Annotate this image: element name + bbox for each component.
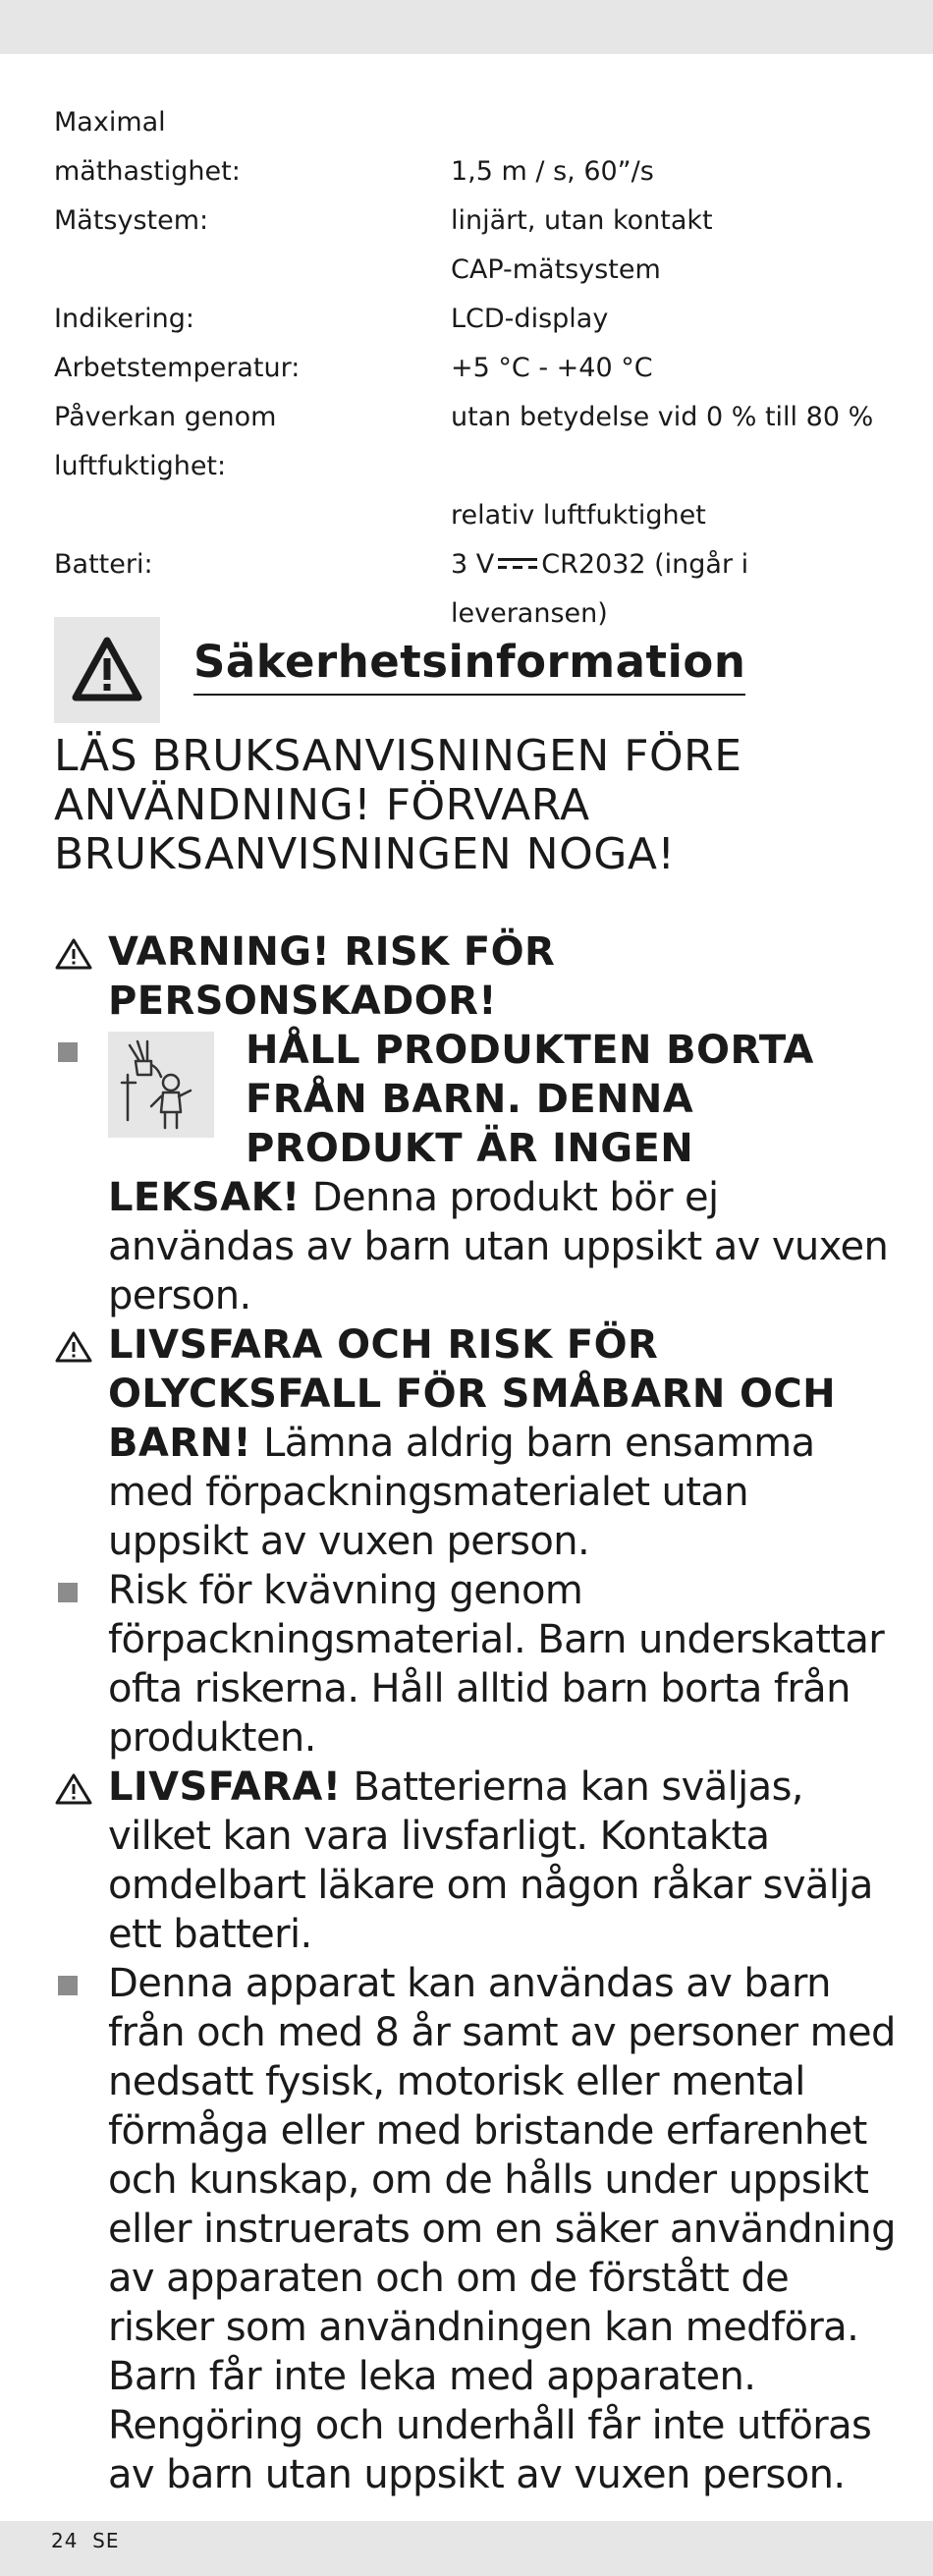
spec-row — [54, 540, 899, 589]
spec-label: Indikering: — [54, 304, 194, 334]
square-bullet-icon — [54, 1959, 98, 2008]
spec-value: leveransen) — [451, 598, 608, 629]
warning-triangle-icon — [54, 617, 160, 723]
spec-row — [54, 196, 899, 246]
battery-voltage: 3 V — [451, 549, 495, 580]
spec-value: LCD-display — [451, 304, 609, 334]
safety-list — [54, 927, 899, 2499]
spec-label: Maximal — [54, 107, 166, 138]
page-footer — [51, 2527, 120, 2554]
spec-label: Påverkan genom luftfuktighet: — [54, 402, 277, 481]
spec-label: mäthastighet: — [54, 156, 241, 187]
list-item — [54, 1026, 899, 1320]
page-number: 24 — [51, 2529, 79, 2552]
top-band — [0, 0, 933, 54]
body-text: Batterierna kan sväljas, vilket kan vara livsfarligt. Kontakta omdelbart läkare om någon råkar svälja ett batteri. — [108, 1764, 873, 1957]
spec-row — [54, 393, 899, 491]
spec-value — [451, 540, 899, 589]
warning-triangle-icon — [54, 927, 98, 977]
spec-value: linjärt, utan kontakt — [451, 205, 713, 236]
keep-away-from-children-icon — [108, 1032, 214, 1138]
square-bullet-icon — [54, 1566, 98, 1615]
spec-value — [451, 98, 899, 147]
warning-triangle-icon — [54, 1763, 98, 1812]
spec-value: utan betydelse vid 0 % till 80 % — [451, 402, 874, 432]
safety-heading — [54, 617, 899, 725]
list-item — [54, 1763, 899, 1959]
warning-text: LIVSFARA! — [108, 1764, 342, 1810]
warning-text: FRÅN BARN. DENNA — [246, 1077, 694, 1122]
technical-specs — [54, 98, 899, 639]
section-title: Säkerhetsinformation — [193, 635, 745, 696]
list-item — [54, 1959, 899, 2499]
warning-text: LEKSAK! — [108, 1175, 301, 1220]
spec-row — [54, 344, 899, 393]
body-text: Denna apparat kan användas av barn från och med 8 år samt av personer med nedsatt fysisk, motorisk eller mental förmåga eller med bristande erfarenhet och kunskap, om de hålls under uppsikt eller instruerats om en säker användning av apparaten och om de förstått de risker som användningen kan medföra. Barn får inte leka med apparaten. Rengöring och underhåll får inte utföras av barn utan uppsikt av vuxen person. — [108, 1961, 896, 2497]
list-item — [54, 1566, 899, 1763]
spec-label: Mätsystem: — [54, 205, 209, 236]
spec-value: CAP-mätsystem — [451, 254, 661, 285]
notice-line: ANVÄNDNING! FÖRVARA — [54, 780, 590, 830]
spec-value: relativ luftfuktighet — [451, 500, 706, 531]
notice-line: BRUKSANVISNINGEN NOGA! — [54, 829, 676, 879]
spec-label: Arbetstemperatur: — [54, 353, 301, 383]
footer-band — [0, 2521, 933, 2576]
direct-current-icon — [498, 557, 537, 571]
body-text: Risk för kvävning genom förpackningsmaterial. Barn underskattar ofta riskerna. Håll alltid barn borta från produkten. — [108, 1568, 885, 1761]
spec-row — [54, 147, 899, 196]
spec-row — [54, 246, 899, 295]
body-text: Lämna aldrig barn ensamma med förpackningsmaterialet utan uppsikt av vuxen person. — [108, 1421, 815, 1564]
battery-type: CR2032 (ingår i — [541, 549, 749, 580]
square-bullet-icon — [54, 1026, 98, 1075]
item-text — [108, 1763, 899, 1959]
spec-label: Batteri: — [54, 549, 153, 580]
notice-line: LÄS BRUKSANVISNINGEN FÖRE — [54, 731, 742, 781]
warning-text: PERSONSKADOR! — [108, 979, 497, 1024]
read-instructions-notice — [54, 732, 908, 879]
spec-value: 1,5 m / s, 60”/s — [451, 156, 654, 187]
item-text — [108, 1320, 899, 1566]
warning-triangle-icon — [54, 1320, 98, 1370]
language-code: SE — [92, 2529, 120, 2552]
spec-row — [54, 295, 899, 344]
spec-row — [54, 98, 899, 147]
list-item — [54, 1320, 899, 1566]
warning-text: PRODUKT ÄR INGEN — [246, 1126, 694, 1171]
spec-value: +5 °C - +40 °C — [451, 353, 653, 383]
spec-label — [54, 246, 451, 295]
warning-text: VARNING! RISK FÖR — [108, 929, 556, 975]
spec-label — [54, 491, 451, 540]
warning-text: LIVSFARA OCH RISK FÖR OLYCKSFALL FÖR SMÅBARN OCH BARN! — [108, 1322, 837, 1466]
list-item — [54, 927, 899, 1026]
spec-row — [54, 491, 899, 540]
item-text — [108, 1173, 899, 1320]
warning-text: HÅLL PRODUKTEN BORTA — [246, 1028, 814, 1073]
body-text: Denna produkt bör ej användas av barn utan uppsikt av vuxen person. — [108, 1175, 889, 1318]
